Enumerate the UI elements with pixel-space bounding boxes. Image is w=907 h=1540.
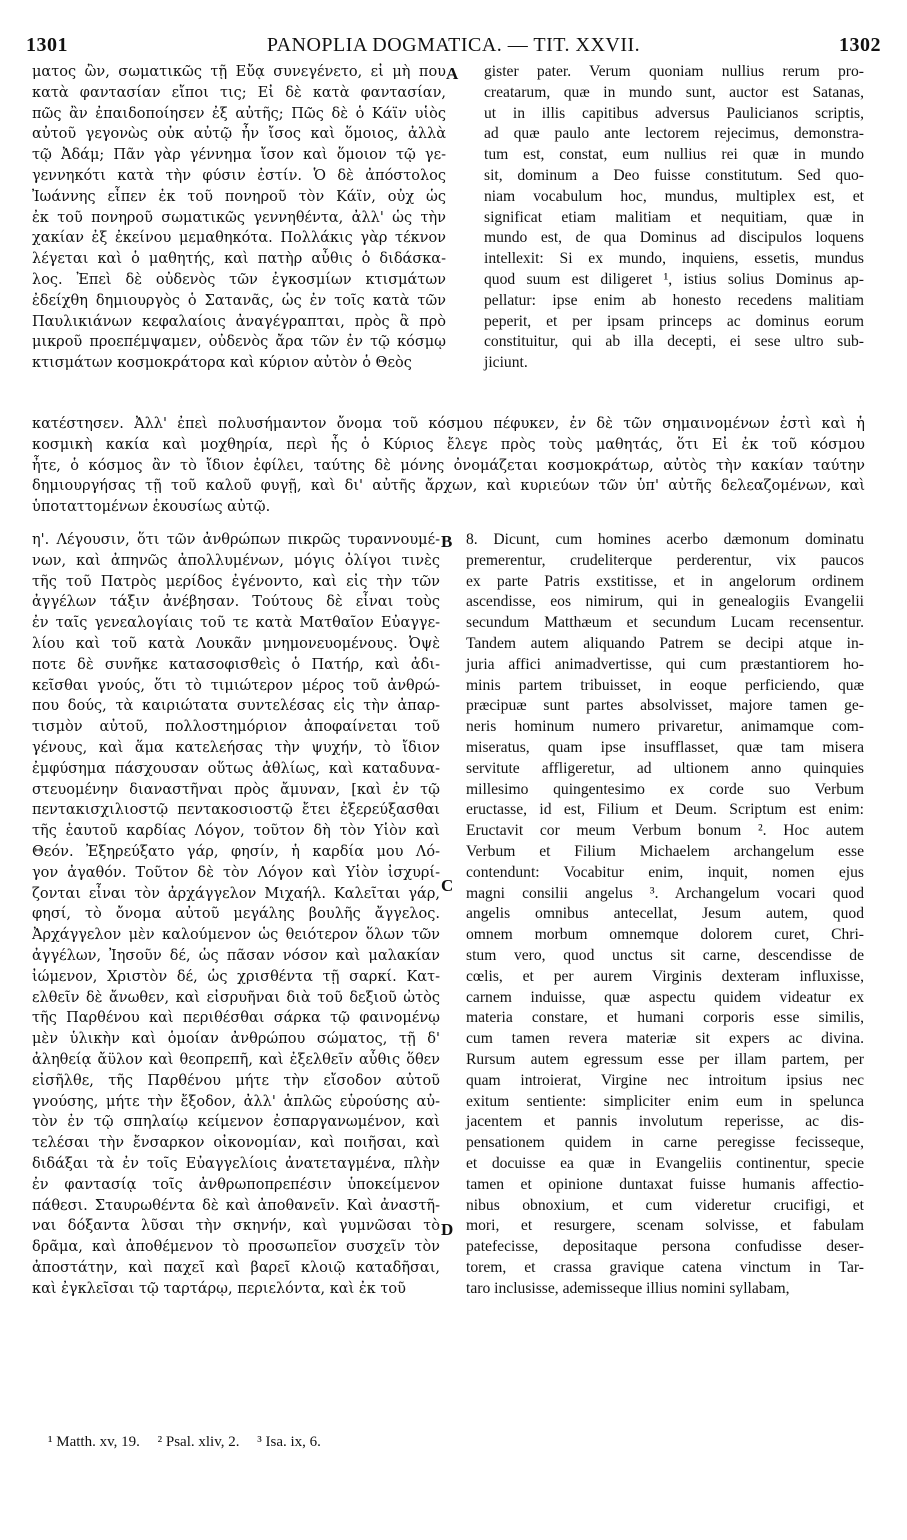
text-line: stum vero, quod unctus sit carne, descendisse de: [466, 946, 864, 964]
text-line: κεῖσθαι γνούς, ὅτι τὸ τιμιώτερον μέρος τοῦ ἀνθρώ-: [32, 677, 440, 694]
text-line: ἀληθείᾳ ἄϋλον καὶ θεοπρεπῆ, καὶ ἐξελθεῖν αὖθις ὅθεν: [32, 1051, 440, 1068]
text-line: λος. Ἐπεὶ δὲ οὐδενὸς τῶν ἐγκοσμίων κτισμάτων: [32, 271, 446, 288]
text-line: tum est, constat, eum nullius rei quæ in mundo: [484, 146, 864, 164]
text-line: neris hominum numero privaretur, animamque com-: [466, 718, 864, 736]
text-line: premerentur, crudeliterque perderentur, vix paucos: [466, 551, 864, 569]
text-line: Verbum et Filium Michaelem archangelum esse: [466, 842, 864, 860]
text-line: που δούς, τὰ καιριώτατα συντελέσας εἰς τὴν ἀπαρ-: [32, 698, 440, 715]
footnote-1: ¹ Matth. xv, 19.: [48, 1434, 140, 1450]
margin-letter-c: C: [441, 876, 454, 895]
text-line: ἐκ τοῦ πονηροῦ σωματικῶς γεννηθέντα, ἀλλ' ὡς τὴν: [32, 209, 446, 226]
text-line: πεντακισχιλιοστῷ πεντακοσιοστῷ ἔτει ἐξερεύξασθαι: [32, 802, 440, 819]
latin-column-bottom: [466, 530, 864, 1299]
text-line: eructasse, id est, Filium et Deum. Scriptum est enim:: [466, 801, 864, 819]
text-line: mundo est, de qua Dominus ad discipulos loquens: [484, 229, 864, 247]
margin-letter-b: B: [441, 532, 453, 551]
text-line: patefecisse, depositaque persona confudisse deser-: [466, 1238, 864, 1256]
text-line: νων, καὶ ἀπηνῶς ἀπολλυμένων, μόγις ὀλίγοι τινὲς: [32, 552, 440, 569]
greek-full-width-passage: [32, 414, 865, 518]
text-line: χακίαν ἐξ ἐκείνου μεμαθηκότα. Πολλάκις γὰρ τέκνον: [32, 230, 446, 247]
page-header: [26, 34, 881, 58]
text-line: omnem morbum omnemque dolorem curet, Chri-: [466, 926, 864, 944]
text-line: miseratus, quam ipse insufflasset, quæ tam misera: [466, 738, 864, 756]
text-line: quam introierat, Virgine nec introitum ipsius nec: [466, 1071, 864, 1089]
text-line: niam vocabulum hoc, mundus, multiplex est, et: [484, 187, 864, 205]
text-line: millesimo quingentesimo ex corde suo Verbum: [466, 780, 864, 798]
text-line: exitum sentiente: simpliciter enim eum in spelunca: [466, 1092, 864, 1110]
text-line: τισμὸν αὐτοῦ, πολλοστημόριον ἀποφαίνεται τοῦ: [32, 719, 440, 736]
text-line: ζονται εἶναι τὸν ἀρχάγγελον Μιχαήλ. Καλεῖται γάρ,: [32, 885, 440, 902]
text-line: ad quæ paulo ante lectorem rejecimus, demonstra-: [484, 125, 864, 143]
text-line: μὲν ὑλικὴν καὶ ὁμοίαν ἀνθρώπου σώματος, τῇ δ': [32, 1031, 440, 1048]
text-line: creatarum, quæ in mundo sunt, auctor est Satanas,: [484, 83, 864, 101]
text-line: torem, et crassa gravique catena vinctum in Tar-: [466, 1258, 864, 1276]
text-line: Tandem autem aliquando Patrem se decipi atque in-: [466, 634, 864, 652]
text-line: pensationem quidem in carne peregisse fecisseque,: [466, 1134, 864, 1152]
text-line: significat etiam malitiam et nequitiam, quæ in: [484, 208, 864, 226]
text-line: sit, dominum a Deo fuisse constitutum. Sed quo-: [484, 166, 864, 184]
text-line: ex parte Patris exstitisse, et in angelorum ordinem: [466, 572, 864, 590]
text-line: Παυλικιάνων κεφαλαίοις ἀναγέγραπται, πρὸς ἃ πρὸ: [32, 313, 446, 330]
text-line: intellexit: Si ex mundo, inquiens, essetis, mundus: [484, 250, 864, 268]
text-line: καὶ ἐγκλεῖσαι τῷ ταρτάρῳ, περιελόντα, καὶ ἐκ τοῦ: [32, 1280, 406, 1297]
left-page-number: 1301: [26, 34, 68, 56]
text-line: contendunt: Vocabitur enim, inquit, nomen ejus: [466, 863, 864, 881]
text-line: Eructavit cor meum Verbum bonum ². Hoc autem: [466, 822, 864, 840]
text-line: taro inclusisse, ademisseque illius nomini syllabam,: [466, 1279, 790, 1297]
text-line: ut in illis capitibus adversus Paulicianos scriptis,: [484, 104, 864, 122]
text-line: carnem induisse, quæ aspectu quidem videatur ex: [466, 988, 864, 1006]
text-line: juria affici animadvertisse, qui cum præstantiorem ho-: [466, 655, 864, 673]
text-line: εἰσῆλθε, τῆς Παρθένου μήτε τὴν εἴσοδον αὐτοῦ: [32, 1072, 440, 1089]
text-line: ἀγγέλων, Ἰησοῦν δέ, ὡς πᾶσαν νόσον καὶ μαλακίαν: [32, 947, 440, 964]
text-line: et docuisse ea quæ in Evangeliis continentur, specie: [466, 1154, 864, 1172]
text-line: στευομένην διαναστῆναι πρὸς ἄμυναν, [καὶ ἐν τῷ: [32, 781, 440, 798]
margin-letter-a: A: [446, 64, 459, 83]
text-line: angelis omnibus antecellat, Jesum autem, quod: [466, 905, 864, 923]
text-line: nibus obnoxium, et cum videretur crucifigi, et: [466, 1196, 864, 1214]
text-line: ἐμφύσημα πάσχουσαν οὕτως ἀθλίως, καὶ καταδυνα-: [32, 760, 440, 777]
text-line: ποτε δὲ συνῆκε κατασοφισθεὶς ὁ Πατήρ, καὶ ἀδι-: [32, 656, 440, 673]
text-line: λίου καὶ τοῦ κατὰ Λουκᾶν μνημονευομένους. Ὀψὲ: [32, 635, 440, 652]
footnote-3: ³ Isa. ix, 6.: [257, 1434, 321, 1450]
footnotes: [48, 1432, 748, 1454]
text-line: ελθεῖν δὲ ἄνωθεν, καὶ εἰσρυῆναι διὰ τοῦ δεξιοῦ ὠτὸς: [32, 989, 440, 1006]
text-line: peperit, et per ipsam princeps ac dominus eorum: [484, 312, 864, 330]
text-line: κατὰ φαντασίαν εἴποι τις; Εἰ δὲ κατὰ φαντασίαν,: [32, 84, 446, 101]
text-line: cœlis, et per aurem Virginis dexteram influxisse,: [466, 967, 864, 985]
text-line: τῆς Παρθένου καὶ περιθέσθαι σάρκα τῷ φαινομένῳ: [32, 1010, 440, 1027]
text-line: δρᾶμα, καὶ ἀποθέμενον τὸ προσωπεῖον συσχεῖν τὸν: [32, 1239, 440, 1256]
text-line: cum tamen revera materiæ sit expers ac divina.: [466, 1030, 864, 1048]
text-line: servitute affligeretur, ad ultionem anno quinquies: [466, 759, 864, 777]
text-line: μικροῦ προεπέμψαμεν, οὐδενὸς ἄρα τῶν ἐν τῷ κόσμῳ: [32, 334, 446, 351]
text-line: mori, et resurgere, scenam solvisse, et fabulam: [466, 1217, 864, 1235]
text-line: constituitur, qui ab illa decepti, ei sese ultro sub-: [484, 333, 864, 351]
text-line: Θεόν. Ἐξηρεύξατο γάρ, φησίν, ἡ καρδία μου Λό-: [32, 843, 440, 860]
text-line: tamen et opinione duntaxat fuisse humanis affectio-: [466, 1175, 864, 1193]
text-line: minis partem tribuisset, in eoque perficiendo, quæ: [466, 676, 864, 694]
text-line: Rursum autem egressum esse per illam partem, per: [466, 1050, 864, 1068]
text-line: ματος ὢν, σωματικῶς τῇ Εὔᾳ συνεγένετο, εἰ μὴ που: [32, 64, 446, 80]
text-line: præcipuæ sunt partes absolvisset, majore tamen ge-: [466, 697, 864, 715]
greek-column-bottom: [32, 530, 440, 1299]
text-line: πάθεσι. Σταυρωθέντα δὲ καὶ ἀποθανεῖν. Καὶ ἀναστῆ-: [32, 1197, 440, 1214]
text-line: pellatur: ipse enim ab honesto recedens malitiam: [484, 291, 864, 309]
text-line: quod suum est diligeret ¹, istius solius Dominus ap-: [484, 270, 864, 288]
text-line: τῆς ἑαυτοῦ καρδίας Λόγον, τοῦτον δὴ τὸν Υἱὸν καὶ: [32, 823, 440, 840]
running-title: PANOPLIA DOGMATICA. — TIT. XXVII.: [266, 34, 641, 56]
text-line: τὸν ἐν τῷ σπηλαίῳ κείμενον ἐσπαργανωμένον, καὶ: [32, 1114, 440, 1131]
text-line: τελέσαι τὴν ἔνσαρκον οἰκονομίαν, καὶ ποιῆσαι, καὶ: [32, 1135, 440, 1152]
footnote-2: ² Psal. xliv, 2.: [157, 1434, 240, 1450]
text-line: jacentem et pannis involutum reperisse, ac dis-: [466, 1113, 864, 1131]
text-line: 8. Dicunt, cum homines acerbo dæmonum dominatu: [466, 531, 864, 548]
text-line: ἐν φαντασίᾳ τοῖς ἀνθρωποπρεπέσιν ὑποκείμενον: [32, 1176, 440, 1193]
text-line: γεννηκότι κατὰ τὴν φύσιν ἐστίν. Ὁ δὲ ἀπόστολος: [32, 167, 446, 184]
text-line: γον ἀγαθόν. Τοῦτον δὲ τὸν Λόγον καὶ Υἱὸν ἰσχυρί-: [32, 864, 440, 881]
text-line: κατέστησεν. Ἀλλ' ἐπεὶ πολυσήμαντον ὄνομα τοῦ κόσμου πέφυκεν, ἐν δὲ τῶν σημαινομένων ἐστὶ καὶ ἡ: [32, 416, 865, 432]
text-line: Ἰωάννης εἶπεν ἐκ τοῦ πονηροῦ τὸν Κάϊν, οὐχ ὡς: [32, 188, 446, 205]
text-line: jiciunt.: [484, 354, 528, 372]
text-line: φησί, τὸ ὄνομα αὐτοῦ μεγάλης βουλῆς ἄγγελος.: [32, 906, 440, 923]
text-line: η'. Λέγουσιν, ὅτι τῶν ἀνθρώπων πικρῶς τυραννουμέ-: [32, 532, 440, 548]
text-line: δημιουργήσας τῇ τοῦ καλοῦ φυγῇ, καὶ δι' αὐτῆς ἄρχων, καὶ κυριεύων τῶν ὑπ' αὐτῆς δελεαζομένων, καὶ: [32, 478, 865, 495]
text-line: γνούσης, μήτε τὴν ἔξοδον, ἀλλ' ἁπλῶς εὑρούσης αὐ-: [32, 1093, 440, 1110]
text-line: magni consilii angelus ³. Archangelum vocari quod: [466, 884, 864, 902]
text-line: ἐν ταῖς γενεαλογίαις τοῦ τε κατὰ Ματθαῖον Εὐαγγε-: [32, 615, 440, 632]
text-line: ἀποστάτην, καὶ παχεῖ καὶ βαρεῖ κλοιῷ καταδῆσαι,: [32, 1259, 440, 1276]
text-line: κοσμικὴ κακία καὶ μοχθηρία, περὶ ἧς ὁ Κύριος ἔλεγε πρὸς τοὺς μαθητάς, ὅτι Εἰ ἐκ τοῦ κόσμου: [32, 436, 865, 453]
text-line: γένους, καὶ ἅμα κατελεήσας τὴν ψυχήν, τὸ ἴδιον: [32, 739, 440, 756]
margin-letter-d: D: [441, 1220, 454, 1239]
right-page-number: 1302: [839, 34, 881, 56]
greek-column-top: [32, 62, 446, 374]
text-line: ἰώμενον, Χριστὸν δέ, ὡς χρισθέντα τῇ σαρκί. Κατ-: [32, 968, 440, 985]
text-line: ἐδείχθη δημιουργὸς ὁ Σατανᾶς, ὡς ἐν τοῖς κατὰ τῶν: [32, 292, 446, 309]
text-line: πῶς ἂν ἐπαιδοποίησεν ἐξ αὐτῆς; Πῶς δὲ ὁ Κάϊν υἱὸς: [32, 105, 446, 122]
text-line: secundum Matthæum et secundum Lucam recensentur.: [466, 614, 864, 632]
text-line: ἀγγέλων τάξιν ἀνέβησαν. Τούτους δὲ εἶναι τοὺς: [32, 594, 440, 611]
text-line: ἦτε, ὁ κόσμος ἂν τὸ ἴδιον ἐφίλει, ταύτης δὲ μόνης ὀνομάζεται κοσμοκράτωρ, αὐτὸς τὴν κακίαν ταύτην: [32, 457, 865, 474]
text-line: Ἀρχάγγελον μὲν καλούμενον ὡς θειότερον ὅλων τῶν: [32, 927, 440, 944]
text-line: materia constare, et humani corporis esse similis,: [466, 1009, 864, 1027]
latin-column-top: [484, 62, 864, 374]
text-line: λέγεται καὶ ὁ μαθητής, καὶ πατὴρ αὖθις ὁ διδάσκα-: [32, 251, 446, 268]
text-line: τῆς τοῦ Πατρὸς μερίδος ἐγένοντο, καὶ εἰς τὴν τῶν: [32, 573, 440, 590]
text-line: ναι δόξαντα λῦσαι τὴν σκηνήν, καὶ γυμνῶσαι τὸ: [32, 1218, 440, 1235]
text-line: ὑποταττομένων ἑκουσίως αὐτῷ.: [32, 499, 271, 516]
text-line: gister pater. Verum quoniam nullius rerum pro-: [484, 63, 864, 80]
text-line: διδάξαι τὰ ἐν τοῖς Εὐαγγελίοις ἀνατεταγμένα, πλὴν: [32, 1155, 440, 1172]
text-line: τῷ Ἀδάμ; Πᾶν γὰρ γέννημα ἴσον καὶ ὅμοιον τῷ γε-: [32, 147, 446, 164]
text-line: ascendisse, eos nimirum, qui in genealogiis Evangelii: [466, 593, 864, 611]
text-line: αὐτοῦ γεγονὼς οὐκ αὐτῷ ἦν ἴσος καὶ ὅμοιος, ἀλλὰ: [32, 126, 446, 143]
text-line: κτισμάτων κοσμοκράτορα καὶ κύριον αὐτὸν ὁ Θεὸς: [32, 355, 412, 372]
